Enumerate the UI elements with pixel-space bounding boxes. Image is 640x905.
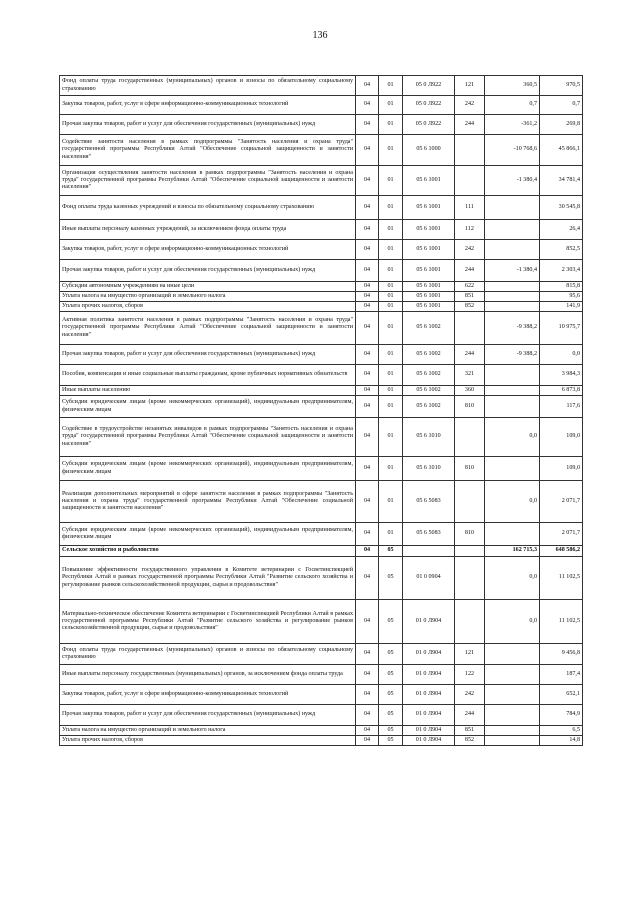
subsection-code: 01 bbox=[379, 282, 403, 292]
total-amount: 109,0 bbox=[540, 418, 583, 457]
item-name: Субсидии юридическим лицам (кроме некоммерческих организаций), индивидуальным предпринимателям, физическим лицам bbox=[60, 396, 356, 418]
expense-type-code bbox=[455, 166, 485, 196]
total-amount: 34 781,4 bbox=[540, 166, 583, 196]
table-row bbox=[60, 292, 583, 302]
table-row bbox=[60, 736, 583, 746]
table-row bbox=[60, 166, 583, 196]
item-name: Содействие в трудоустройстве незанятых инвалидов в рамках подпрограммы "Занятость населения и охрана труда" государственной программы Республики Алтай "Обеспечение социальной защищенности и занятости населения" bbox=[60, 418, 356, 457]
subsection-code: 01 bbox=[379, 240, 403, 260]
total-amount: 10 975,7 bbox=[540, 312, 583, 345]
total-amount: 970,5 bbox=[540, 76, 583, 96]
table-row bbox=[60, 546, 583, 557]
subsection-code: 01 bbox=[379, 418, 403, 457]
total-amount: 648 586,2 bbox=[540, 546, 583, 557]
change-amount bbox=[485, 240, 540, 260]
page-number: 136 bbox=[312, 30, 328, 41]
expense-type-code: 112 bbox=[455, 220, 485, 240]
total-amount: 45 866,1 bbox=[540, 135, 583, 166]
target-article-code: 05 6 1002 bbox=[403, 345, 455, 365]
item-name: Уплата прочих налогов, сборов bbox=[60, 736, 356, 746]
total-amount: 6,5 bbox=[540, 726, 583, 736]
section-code: 04 bbox=[356, 166, 379, 196]
target-article-code: 01 0 Л904 bbox=[403, 644, 455, 665]
subsection-code: 05 bbox=[379, 557, 403, 600]
target-article-code: 01 0 Л904 bbox=[403, 736, 455, 746]
target-article-code: 05 0 Л922 bbox=[403, 96, 455, 115]
subsection-code: 05 bbox=[379, 726, 403, 736]
table-row bbox=[60, 220, 583, 240]
table-row bbox=[60, 481, 583, 523]
change-amount bbox=[485, 220, 540, 240]
expense-type-code: 360 bbox=[455, 386, 485, 396]
change-amount: -9 388,2 bbox=[485, 312, 540, 345]
change-amount: -361,2 bbox=[485, 115, 540, 135]
target-article-code: 05 0 Л922 bbox=[403, 115, 455, 135]
change-amount: -10 768,6 bbox=[485, 135, 540, 166]
table-row bbox=[60, 135, 583, 166]
section-code: 04 bbox=[356, 312, 379, 345]
subsection-code: 01 bbox=[379, 260, 403, 282]
section-code: 04 bbox=[356, 292, 379, 302]
table-row bbox=[60, 685, 583, 705]
target-article-code: 01 0 Л904 bbox=[403, 665, 455, 685]
expense-type-code bbox=[455, 135, 485, 166]
expense-type-code: 852 bbox=[455, 302, 485, 312]
target-article-code: 05 6 1002 bbox=[403, 365, 455, 386]
table-row bbox=[60, 523, 583, 546]
expense-type-code: 851 bbox=[455, 726, 485, 736]
subsection-code: 01 bbox=[379, 96, 403, 115]
change-amount bbox=[485, 523, 540, 546]
expense-type-code: 111 bbox=[455, 196, 485, 220]
change-amount: 0,7 bbox=[485, 96, 540, 115]
change-amount bbox=[485, 196, 540, 220]
expense-type-code: 242 bbox=[455, 240, 485, 260]
subsection-code: 01 bbox=[379, 115, 403, 135]
section-code: 04 bbox=[356, 282, 379, 292]
expense-type-code: 242 bbox=[455, 96, 485, 115]
subsection-code: 01 bbox=[379, 345, 403, 365]
subsection-code: 01 bbox=[379, 481, 403, 523]
change-amount bbox=[485, 365, 540, 386]
subsection-code: 01 bbox=[379, 76, 403, 96]
table-row bbox=[60, 457, 583, 481]
target-article-code: 01 0 Л904 bbox=[403, 726, 455, 736]
item-name: Прочая закупка товаров, работ и услуг для обеспечения государственных (муниципальных) нужд bbox=[60, 260, 356, 282]
budget-table bbox=[59, 75, 583, 746]
section-code: 04 bbox=[356, 457, 379, 481]
expense-type-code: 121 bbox=[455, 76, 485, 96]
target-article-code: 05 6 1001 bbox=[403, 196, 455, 220]
total-amount: 3 984,3 bbox=[540, 365, 583, 386]
section-code: 04 bbox=[356, 220, 379, 240]
total-amount: 0,7 bbox=[540, 96, 583, 115]
table-row bbox=[60, 705, 583, 726]
subsection-code: 05 bbox=[379, 736, 403, 746]
target-article-code: 05 6 1010 bbox=[403, 457, 455, 481]
section-code: 04 bbox=[356, 600, 379, 644]
change-amount: 0,0 bbox=[485, 600, 540, 644]
section-code: 04 bbox=[356, 736, 379, 746]
change-amount bbox=[485, 685, 540, 705]
target-article-code: 05 6 1001 bbox=[403, 166, 455, 196]
total-amount: 11 102,5 bbox=[540, 600, 583, 644]
expense-type-code: 321 bbox=[455, 365, 485, 386]
item-name: Организация осуществления занятости населения в рамках подпрограммы "Занятость населения и охрана труда" государственной программы Республики Алтай "Обеспечение социальной защищенности и занятости населения" bbox=[60, 166, 356, 196]
table-row bbox=[60, 665, 583, 685]
section-code: 04 bbox=[356, 260, 379, 282]
section-code: 04 bbox=[356, 240, 379, 260]
expense-type-code: 121 bbox=[455, 644, 485, 665]
subsection-code: 01 bbox=[379, 457, 403, 481]
item-name: Содействие занятости населения в рамках подпрограммы "Занятость населения и охрана труда" государственной программы Республики Алтай "Обеспечение социальной защищенности и занятости населения" bbox=[60, 135, 356, 166]
total-amount: 187,4 bbox=[540, 665, 583, 685]
section-code: 04 bbox=[356, 418, 379, 457]
change-amount: 0,0 bbox=[485, 481, 540, 523]
item-name: Субсидии автономным учреждениям на иные цели bbox=[60, 282, 356, 292]
subsection-code: 05 bbox=[379, 600, 403, 644]
change-amount: -9 388,2 bbox=[485, 345, 540, 365]
table-row bbox=[60, 557, 583, 600]
section-code: 04 bbox=[356, 557, 379, 600]
section-code: 04 bbox=[356, 685, 379, 705]
target-article-code: 01 0 0904 bbox=[403, 557, 455, 600]
item-name: Прочая закупка товаров, работ и услуг для обеспечения государственных (муниципальных) нужд bbox=[60, 345, 356, 365]
change-amount bbox=[485, 736, 540, 746]
target-article-code: 05 6 1001 bbox=[403, 220, 455, 240]
item-name: Субсидии юридическим лицам (кроме некоммерческих организаций), индивидуальным предпринимателям, физическим лицам bbox=[60, 457, 356, 481]
expense-type-code: 242 bbox=[455, 685, 485, 705]
total-amount: 784,9 bbox=[540, 705, 583, 726]
change-amount: -1 380,4 bbox=[485, 166, 540, 196]
table-row bbox=[60, 260, 583, 282]
total-amount: 9 456,8 bbox=[540, 644, 583, 665]
change-amount bbox=[485, 386, 540, 396]
subsection-code: 01 bbox=[379, 386, 403, 396]
subsection-code: 05 bbox=[379, 705, 403, 726]
expense-type-code: 244 bbox=[455, 345, 485, 365]
target-article-code: 05 6 1001 bbox=[403, 282, 455, 292]
item-name: Сельское хозяйство и рыболовство bbox=[60, 546, 356, 557]
table-row bbox=[60, 96, 583, 115]
total-amount: 815,8 bbox=[540, 282, 583, 292]
total-amount: 2 071,7 bbox=[540, 481, 583, 523]
total-amount: 2 303,4 bbox=[540, 260, 583, 282]
expense-type-code: 244 bbox=[455, 260, 485, 282]
item-name: Пособия, компенсации и иные социальные выплаты гражданам, кроме публичных нормативных обязательств bbox=[60, 365, 356, 386]
total-amount: 11 102,5 bbox=[540, 557, 583, 600]
target-article-code: 05 6 1001 bbox=[403, 260, 455, 282]
expense-type-code: 810 bbox=[455, 523, 485, 546]
subsection-code: 05 bbox=[379, 546, 403, 557]
table-row bbox=[60, 365, 583, 386]
item-name: Уплата налога на имущество организаций и земельного налога bbox=[60, 292, 356, 302]
item-name: Фонд оплаты труда государственных (муниципальных) органов и взносы по обязательному социальному страхованию bbox=[60, 76, 356, 96]
expense-type-code: 810 bbox=[455, 396, 485, 418]
table-row bbox=[60, 644, 583, 665]
target-article-code: 05 6 1000 bbox=[403, 135, 455, 166]
expense-type-code bbox=[455, 557, 485, 600]
change-amount bbox=[485, 396, 540, 418]
item-name: Закупка товаров, работ, услуг в сфере информационно-коммуникационных технологий bbox=[60, 96, 356, 115]
target-article-code: 05 6 5083 bbox=[403, 523, 455, 546]
change-amount bbox=[485, 292, 540, 302]
subsection-code: 01 bbox=[379, 220, 403, 240]
subsection-code: 01 bbox=[379, 396, 403, 418]
item-name: Реализация дополнительных мероприятий в сфере занятости населения в рамках подпрограммы "Занятость населения и охрана труда" государственной программы Республики Алтай "Обеспечение социальной защищенности и занятости населения" bbox=[60, 481, 356, 523]
subsection-code: 01 bbox=[379, 166, 403, 196]
table-row bbox=[60, 282, 583, 292]
item-name: Субсидии юридическим лицам (кроме некоммерческих организаций), индивидуальным предпринимателям, физическим лицам bbox=[60, 523, 356, 546]
table-row bbox=[60, 600, 583, 644]
change-amount: -1 380,4 bbox=[485, 260, 540, 282]
expense-type-code: 851 bbox=[455, 292, 485, 302]
section-code: 04 bbox=[356, 726, 379, 736]
total-amount: 30 545,8 bbox=[540, 196, 583, 220]
total-amount: 14,8 bbox=[540, 736, 583, 746]
target-article-code: 05 6 1002 bbox=[403, 312, 455, 345]
section-code: 04 bbox=[356, 135, 379, 166]
subsection-code: 01 bbox=[379, 292, 403, 302]
table-row bbox=[60, 418, 583, 457]
subsection-code: 05 bbox=[379, 685, 403, 705]
target-article-code: 01 0 Л904 bbox=[403, 600, 455, 644]
expense-type-code bbox=[455, 312, 485, 345]
table-row bbox=[60, 726, 583, 736]
change-amount bbox=[485, 457, 540, 481]
target-article-code: 05 6 1002 bbox=[403, 386, 455, 396]
total-amount: 117,6 bbox=[540, 396, 583, 418]
change-amount: 360,5 bbox=[485, 76, 540, 96]
total-amount: 95,6 bbox=[540, 292, 583, 302]
expense-type-code: 122 bbox=[455, 665, 485, 685]
target-article-code: 05 6 5083 bbox=[403, 481, 455, 523]
total-amount: 2 071,7 bbox=[540, 523, 583, 546]
expense-type-code bbox=[455, 600, 485, 644]
expense-type-code bbox=[455, 481, 485, 523]
item-name: Иные выплаты персоналу казенных учреждений, за исключением фонда оплаты труда bbox=[60, 220, 356, 240]
table-row bbox=[60, 196, 583, 220]
budget-table-body bbox=[60, 76, 583, 746]
subsection-code: 01 bbox=[379, 135, 403, 166]
section-code: 04 bbox=[356, 396, 379, 418]
change-amount: 0,0 bbox=[485, 418, 540, 457]
table-row bbox=[60, 76, 583, 96]
item-name: Уплата прочих налогов, сборов bbox=[60, 302, 356, 312]
item-name: Материально-техническое обеспечение Комитета ветеринарии с Госветинспекцией Республики Алтай в рамках государственной программы Республики Алтай "Развитие сельского хозяйства и регулирование рынков сельскохозяйственной продукции, сырья и продовольствия" bbox=[60, 600, 356, 644]
total-amount: 652,1 bbox=[540, 685, 583, 705]
total-amount: 26,4 bbox=[540, 220, 583, 240]
total-amount: 0,0 bbox=[540, 345, 583, 365]
target-article-code: 05 0 Л922 bbox=[403, 76, 455, 96]
item-name: Иные выплаты персоналу государственных (муниципальных) органов, за исключением фонда оплаты труда bbox=[60, 665, 356, 685]
target-article-code: 05 6 1001 bbox=[403, 302, 455, 312]
expense-type-code: 622 bbox=[455, 282, 485, 292]
section-code: 04 bbox=[356, 481, 379, 523]
item-name: Прочая закупка товаров, работ и услуг для обеспечения государственных (муниципальных) нужд bbox=[60, 115, 356, 135]
subsection-code: 01 bbox=[379, 312, 403, 345]
total-amount: 269,8 bbox=[540, 115, 583, 135]
change-amount: 0,0 bbox=[485, 557, 540, 600]
item-name: Прочая закупка товаров, работ и услуг для обеспечения государственных (муниципальных) нужд bbox=[60, 705, 356, 726]
section-code: 04 bbox=[356, 365, 379, 386]
item-name: Активная политика занятости населения в рамках подпрограммы "Занятость населения и охрана труда" государственной программы Республики Алтай "Обеспечение социальной защищенности и занятости населения" bbox=[60, 312, 356, 345]
table-row bbox=[60, 240, 583, 260]
subsection-code: 05 bbox=[379, 665, 403, 685]
expense-type-code bbox=[455, 546, 485, 557]
target-article-code: 05 6 1010 bbox=[403, 418, 455, 457]
change-amount: 162 715,3 bbox=[485, 546, 540, 557]
table-row bbox=[60, 302, 583, 312]
section-code: 04 bbox=[356, 302, 379, 312]
subsection-code: 01 bbox=[379, 365, 403, 386]
section-code: 04 bbox=[356, 644, 379, 665]
expense-type-code: 244 bbox=[455, 705, 485, 726]
subsection-code: 01 bbox=[379, 302, 403, 312]
change-amount bbox=[485, 282, 540, 292]
target-article-code: 05 6 1002 bbox=[403, 396, 455, 418]
change-amount bbox=[485, 665, 540, 685]
expense-type-code bbox=[455, 418, 485, 457]
expense-type-code: 244 bbox=[455, 115, 485, 135]
item-name: Фонд оплаты труда государственных (муниципальных) органов и взносы по обязательному социальному страхованию bbox=[60, 644, 356, 665]
change-amount bbox=[485, 726, 540, 736]
section-code: 04 bbox=[356, 546, 379, 557]
item-name: Уплата налога на имущество организаций и земельного налога bbox=[60, 726, 356, 736]
total-amount: 109,0 bbox=[540, 457, 583, 481]
change-amount bbox=[485, 302, 540, 312]
section-code: 04 bbox=[356, 665, 379, 685]
item-name: Повышение эффективности государственного управления в Комитете ветеринарии с Госветинспекцией Республики Алтай в рамках государственной программы Республики Алтай "Развитие сельского хозяйства и регулирование рынков сельскохозяйственной продукции, сырья и продовольствия" bbox=[60, 557, 356, 600]
change-amount bbox=[485, 644, 540, 665]
expense-type-code: 810 bbox=[455, 457, 485, 481]
subsection-code: 01 bbox=[379, 196, 403, 220]
section-code: 04 bbox=[356, 115, 379, 135]
total-amount: 141,9 bbox=[540, 302, 583, 312]
table-row bbox=[60, 115, 583, 135]
section-code: 04 bbox=[356, 345, 379, 365]
total-amount: 6 873,8 bbox=[540, 386, 583, 396]
expense-type-code: 852 bbox=[455, 736, 485, 746]
total-amount: 852,5 bbox=[540, 240, 583, 260]
target-article-code: 01 0 Л904 bbox=[403, 705, 455, 726]
item-name: Фонд оплаты труда казенных учреждений и взносы по обязательному социальному страхованию bbox=[60, 196, 356, 220]
table-row bbox=[60, 312, 583, 345]
target-article-code: 05 6 1001 bbox=[403, 292, 455, 302]
section-code: 04 bbox=[356, 96, 379, 115]
table-row bbox=[60, 396, 583, 418]
item-name: Закупка товаров, работ, услуг в сфере информационно-коммуникационных технологий bbox=[60, 685, 356, 705]
section-code: 04 bbox=[356, 523, 379, 546]
section-code: 04 bbox=[356, 76, 379, 96]
item-name: Иные выплаты населению bbox=[60, 386, 356, 396]
section-code: 04 bbox=[356, 386, 379, 396]
table-row bbox=[60, 345, 583, 365]
table-row bbox=[60, 386, 583, 396]
section-code: 04 bbox=[356, 705, 379, 726]
target-article-code bbox=[403, 546, 455, 557]
target-article-code: 05 6 1001 bbox=[403, 240, 455, 260]
subsection-code: 05 bbox=[379, 644, 403, 665]
subsection-code: 01 bbox=[379, 523, 403, 546]
section-code: 04 bbox=[356, 196, 379, 220]
change-amount bbox=[485, 705, 540, 726]
target-article-code: 01 0 Л904 bbox=[403, 685, 455, 705]
item-name: Закупка товаров, работ, услуг в сфере информационно-коммуникационных технологий bbox=[60, 240, 356, 260]
